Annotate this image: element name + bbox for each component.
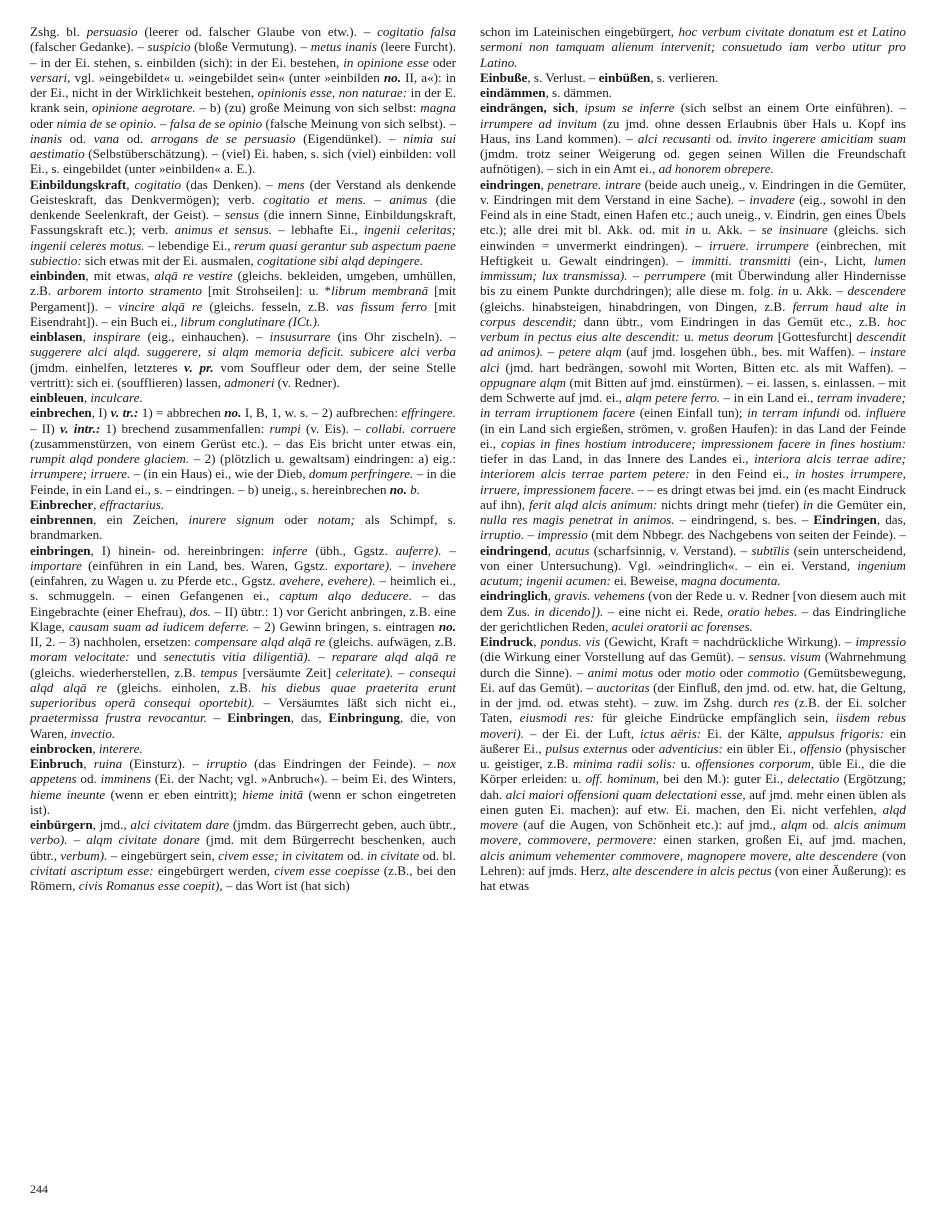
dictionary-entry: einbinden, mit etwas, alqā re vestire (gleichs. bekleiden, umgeben, umhüllen, z.B. arborem intorto stramento [mit Strohseilen]: u. *librum membranā [mit Pergament]). – vincire alqā re (gleichs. fesseln, z.B. vas fissum ferro [mit Eisendraht]). – ein Buch ei., librum conglutinare (ICt.). bbox=[30, 268, 457, 329]
dictionary-entry: eindringen, penetrare. intrare (beide auch uneig., v. Eindringen in die Gemüter, v. Eindringen mit dem Verstand in eine Sache). – invadere (eig., sowohl in den Feind als in eine Stadt, einen Hafen etc.; auch uneig., v. Eindrin, gen eines Übels etc.); alle drei mit bl. Akk. od. mit in u. Akk. – se insinuare (gleichs. sich einwinden = unvermerkt eindringen). – irruere. irrumpere (einbrechen, mit Heftigkeit u. Gewalt eindringen). – immitti. transmitti (ein-, Licht, lumen immissum; lux transmissa). – perrumpere (mit Überwindung aller Hindernisse bis zu einem Punkte durchdringen); alle diese m. folg. in u. Akk. – descendere (gleichs. hinabsteigen, hinabdringen, von Dingen, z.B. ferrum haud alte in corpus descendit; dann übtr., vom Eindringen in das Gemüt etc., z.B. hoc verbum in pectus eius alte descendit: u. metus deorum [Gottesfurcht] descendit ad animos). – petere alqm (auf jmd. losgehen übh., bes. mit Waffen). – instare alci (jmd. hart bedrängen, sowohl mit Worten, Bitten etc. als mit Waffen). – oppugnare alqm (mit Bitten auf jmd. einstürmen). – ei. lassen, s. einlassen. – mit dem Schwerte auf jmd. ei., alqm petere ferro. – in ein Land ei., terram invadere; in terram irruptionem facere (einen Einfall tun); in terram infundi od. influere (in ein Land sich ergießen, strömen, v. großen Haufen): in das Land der Feinde ei., copias in fines hostium introducere; impressionem facere in fines hostium: tiefer in das Land, in das Innere des Landes ei., interiora alcis terrae adire; interiorem alcis terrae partem petere: in den Feind ei., in hostes irrumpere, irruere, impressionem facere. – – es dringt etwas bei jmd. ein (es macht Eindruck auf ihn), ferit alqd alcis animum: nichts dringt mehr (tiefer) in die Gemüter ein, nulla res magis penetrat in animos. – eindringend, s. bes. – Eindringen, das, irruptio. – impressio (mit dem Nbbegr. des Nachgebens von seiten der Feinde). – eindringend, acutus (scharfsinnig, v. Verstand). – subtīlis (sein unterscheidend, von einer Untersuchung). Vgl. »eindringlich«. – ein ei. Verstand, ingenium acutum; ingenii acumen: ei. Beweise, magna documenta. bbox=[480, 176, 907, 588]
dictionary-entry: Einbrecher, effractarius. bbox=[30, 496, 165, 512]
dictionary-entry: Einbuße, s. Verlust. – einbüßen, s. verlieren. bbox=[480, 69, 719, 85]
right-column bbox=[480, 24, 906, 893]
dictionary-entry: eindringlich, gravis. vehemens (von der Rede u. v. Redner [von diesem auch mit dem Zus. in dicendo]). – eine nicht ei. Rede, oratio hebes. – das Eindringliche der gerichtlichen Reden, aculei oratorii ac forenses. bbox=[480, 588, 907, 634]
dictionary-entry: einbleuen, inculcare. bbox=[30, 390, 143, 405]
page-number: 244 bbox=[30, 1182, 48, 1196]
entry-continuation: schon im Lateinischen eingebürgert, hoc verbum civitate donatum est et Latino sermoni non tamquam alienum intervenit; consuetudo iam verbo utitur pro Latino. bbox=[480, 24, 906, 70]
left-column bbox=[30, 24, 456, 893]
page-columns bbox=[30, 24, 905, 893]
dictionary-entry: Einbruch, ruina (Einsturz). – irruptio (das Eindringen der Feinde). – nox appetens od. imminens (Ei. der Nacht; vgl. »Anbruch«). – beim Ei. des Winters, hieme ineunte (wenn er eben eintritt); hieme initā (wenn er schon eingetreten ist). bbox=[30, 756, 457, 817]
dictionary-entry: einbürgern, jmd., alci civitatem dare (jmdm. das Bürgerrecht geben, auch übtr., verbo). – alqm civitate donare (jmd. mit dem Bürgerrecht beschenken, auch übtr., verbum). – eingebürgert sein, civem esse; in civitatem od. in civitate od. bl. civitati ascriptum esse: eingebürgert werden, civem esse coepisse (z.B., bei den Römern, civis Romanus esse coepit), – das Wort ist (hat sich) bbox=[30, 817, 456, 893]
dictionary-entry: einblasen, inspirare (eig., einhauchen). – insusurrare (ins Ohr zischeln). – suggerere alci alqd. suggerere, si alqm memoria deficit. subicere alci verba (jmdm. einhelfen, letzteres v. pr. vom Souffleur oder dem, der seine Stelle vertritt): sich ei. (soufflieren) lassen, admoneri (v. Redner). bbox=[30, 329, 456, 390]
dictionary-entry: Eindruck, pondus. vis (Gewicht, Kraft = nachdrückliche Wirkung). – impressio (die Wirkung einer Vorstellung auf das Gemüt). – sensus. visum (Wahrnehmung durch die Sinne). – animi motus oder motio oder commotio (Gemütsbewegung, Ei. auf das Gemüt). – auctoritas (der Einfluß, den jmd. od. etw. hat, die Geltung, in der jmd. od. etwas steht). – zuw. im Zshg. durch res (z.B. der Ei. solcher Taten, eiusmodi res: für gleiche Eindrücke empfänglich sein, iisdem rebus moveri). – der Ei. der Luft, ictus aëris: Ei. der Kälte, appulsus frigoris: ein äußerer Ei., pulsus externus oder adventicius: ein übler Ei., offensio (physischer u. geistiger, z.B. minima radii solis: u. offensiones corporum, üble Ei., die die Körper erleiden: u. off. hominum, bei den M.): guter Ei., delectatio (Ergötzung; dah. alci maiori offensioni quam delectationi esse, auf jmd. mehr einen üblen als einen guten Ei. machen): auf etw. Ei. machen, den Ei. nicht verfehlen, alqd movere (auf die Augen, von Schönheit etc.): auf jmd., alqm od. alcis animum movere, commovere, permovere: einen starken, großen Ei, auf jmd. machen, alcis animum vehementer commovere, magnopere movere, alte descendere (von Lehren): auf jmds. Herz, alte descendere in alcis pectus (von einer Äußerung): es hat etwas bbox=[480, 634, 907, 893]
dictionary-entry: Einbildungskraft, cogitatio (das Denken). – mens (der Verstand als denkende Geisteskraft, das Denkvermögen); verb. cogitatio et mens. – animus (die denkende Seelenkraft, der Geist). – sensus (die innern Sinne, Einbildungskraft, Fassungskraft etc.); verb. animus et sensus. – lebhafte Ei., ingenii celeritas; ingenii celeres motus. – lebendige Ei., rerum quasi gerantur sub aspectum paene subiectio: sich etwas mit der Ei. ausmalen, cogitatione sibi alqd depingere. bbox=[30, 176, 457, 268]
dictionary-entry: einbrocken, interere. bbox=[30, 740, 143, 756]
dictionary-entry: einbrennen, ein Zeichen, inurere signum oder notam; als Schimpf, s. brandmarken. bbox=[30, 512, 456, 543]
dictionary-entry: einbrechen, I) v. tr.: 1) = abbrechen no. I, B, 1, w. s. – 2) aufbrechen: effringere. – II) v. intr.: 1) brechend zusammenfallen: rumpi (v. Eis). – collabi. corruere (zusammenstürzen, von einem Gerüst etc.). – das Eis bricht unter etwas ein, rumpit alqd pondere glaciem. – 2) (plötzlich u. gewaltsam) eindringen: a) eig.: irrumpere; irruere. – (in ein Haus) ei., wie der Dieb, domum perfringere. – in die Feinde, in ein Land ei., s. – eindringen. – b) uneig., s. hereinbrechen no. b. bbox=[30, 405, 456, 497]
dictionary-entry: einbringen, I) hinein- od. hereinbringen: inferre (übh., Ggstz. auferre). – importare (einführen in ein Land, bes. Waren, Ggstz. exportare). – invehere (einfahren, zu Wagen u. zu Pferde etc., Ggstz. avehere, evehere). – heimlich ei., s. schmuggeln. – einen Gefangenen ei., captum alqo deducere. – das Eingebrachte (einer Ehefrau), dos. – II) übtr.: 1) vor Gericht anbringen, z.B. eine Klage, causam suam ad iudicem deferre. – 2) Gewinn bringen, s. eintragen no. II, 2. – 3) nachholen, ersetzen: compensare alqd alqā re (gleichs. aufwägen, z.B. moram velocitate: und senectutis vitia diligentiā). – reparare alqd alqā re (gleichs. wiederherstellen, z.B. tempus [versäumte Zeit] celeritate). – consequi alqd alqā re (gleichs. einholen, z.B. his diebus quae praeterita erunt superioribus operā consequi oportebit). – Versäumtes läßt sich nicht ei., praetermissa frustra revocantur. – Einbringen, das, Einbringung, die, von Waren, invectio. bbox=[30, 542, 457, 741]
dictionary-entry: eindämmen, s. dämmen. bbox=[480, 85, 613, 100]
dictionary-entry: eindrängen, sich, ipsum se inferre (sich selbst an einem Orte einführen). – irrumpere ad invitum (zu jmd. ohne dessen Erlaubnis über Hals u. Kopf ins Haus, ins Land kommen). – alci recusanti od. invito ingerere amicitiam suam (jmdm. trotz seiner Weigerung od. gegen seinen Willen die Freundschaft aufnötigen). – sich in ein Amt ei., ad honorem obrepere. bbox=[480, 100, 907, 177]
entry-continuation: Zshg. bl. persuasio (leerer od. falscher Glaube von etw.). – cogi​tatio falsa (falscher Gedanke). – suspicio (bloße Vermutung). – metus inanis (leere Furcht). – in der Ei. stehen, s. einbilden (sich): in der Ei. bestehen, in opinione esse oder versari, vgl. »eingebildet« u. »eingebildet sein« (unter »einbilden no. II, a«): in der Ei., nicht in der Wirklichkeit bestehen, opinionis esse, non naturae: in der E. krank sein, opinione aegrotare. – b) (zu) große Meinung von sich selbst: magna oder nimia de se opinio. – falsa de se opinio (falsche Meinung von sich selbst). – inanis od. vana od. arrogans de se persuasio (Eigendünkel). – nimia sui aestimatio (Selbstüberschätzung). – (viel) Ei. haben, s. sich (viel) einbilden: voll Ei., s. eingebildet (unter »einbilden« a. E.). bbox=[30, 24, 457, 177]
